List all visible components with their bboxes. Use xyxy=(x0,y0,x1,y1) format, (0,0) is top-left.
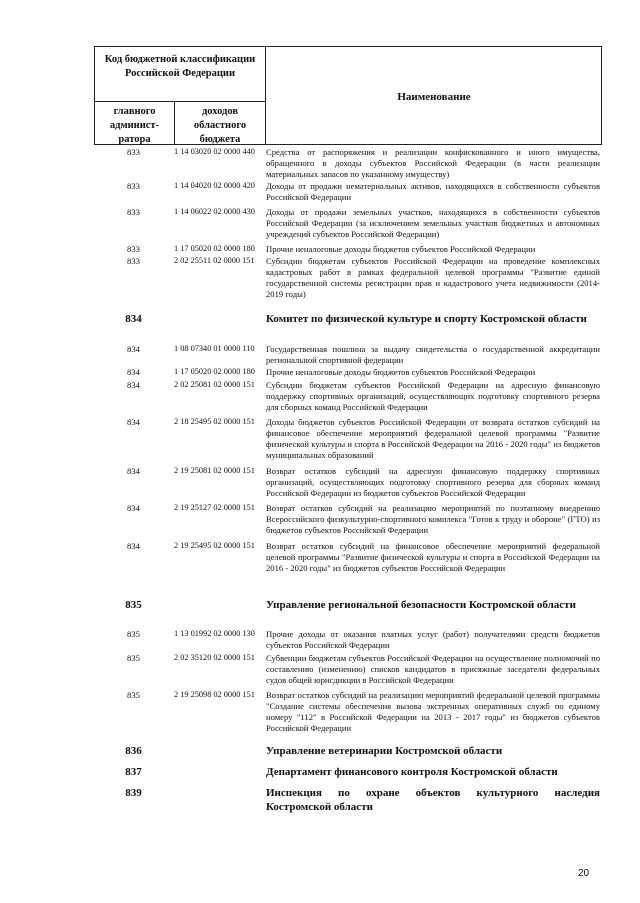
section-heading: Департамент финансового контроля Костромской области xyxy=(266,766,558,778)
section-heading: Инспекция по охране объектов культурного наследия Костромской области xyxy=(266,787,600,813)
row-admin-code: 839 xyxy=(125,787,142,799)
row-admin-code: 837 xyxy=(125,766,142,778)
row-admin-code: 835 xyxy=(125,599,142,611)
row-name: Доходы от продажи нематериальных активов, находящихся в собственности субъектов Российской Федерации xyxy=(266,181,600,202)
header-col-name: Наименование xyxy=(397,91,471,103)
row-admin-code: 834 xyxy=(127,503,140,513)
row-admin-code: 833 xyxy=(127,207,140,217)
header-code-title: Код бюджетной классификации Российской Федерации xyxy=(104,54,256,79)
row-name: Доходы от продажи земельных участков, находящихся в собственности субъектов Российской Федерации (за исключением земельных участков бюджетных и автономных учреждений субъектов Российской Федерации) xyxy=(266,207,600,239)
row-budget-code: 1 08 07340 01 0000 110 xyxy=(174,344,255,353)
row-admin-code: 834 xyxy=(127,367,140,377)
row-name: Прочие неналоговые доходы бюджетов субъектов Российской Федерации xyxy=(266,367,536,377)
row-budget-code: 2 19 25127 02 0000 151 xyxy=(174,503,255,512)
row-admin-code: 834 xyxy=(127,466,140,476)
row-admin-code: 834 xyxy=(127,541,140,551)
row-name: Прочие доходы от оказания платных услуг (работ) получателями средств бюджетов субъектов Российской Федерации xyxy=(266,629,600,650)
row-budget-code: 2 19 25081 02 0000 151 xyxy=(174,466,255,475)
row-admin-code: 834 xyxy=(127,417,140,427)
header-divider xyxy=(95,101,265,102)
row-budget-code: 1 14 04020 02 0000 420 xyxy=(174,181,255,190)
page-number: 20 xyxy=(578,868,590,879)
row-budget-code: 2 19 25495 02 0000 151 xyxy=(174,541,255,550)
row-name: Возврат остатков субсидий на финансовое обеспечение мероприятий федеральной целевой программы "Развитие физической культуры и спорта в Российской Федерации на 2016 - 2020 годы" из бюджетов субъектов Российской Федерации xyxy=(266,541,600,573)
row-name: Субвенции бюджетам субъектов Российской Федерации на осуществление полномочий по составлению (изменению) списков кандидатов в присяжные заседатели федеральных судов общей юрисдикции в Российской Федерации xyxy=(266,653,600,685)
row-name: Доходы бюджетов субъектов Российской Федерации от возврата остатков субсидий на финансовое обеспечение мероприятий федеральной целевой программы "Развитие физической культуры и спорта в Российской Федерации на 2016 - 2020 годы" из бюджетов муниципальных образований xyxy=(266,417,600,460)
row-admin-code: 834 xyxy=(125,313,142,325)
row-admin-code: 833 xyxy=(127,244,140,254)
row-admin-code: 835 xyxy=(127,629,140,639)
table-header xyxy=(94,46,602,145)
row-budget-code: 2 02 25511 02 0000 151 xyxy=(174,256,255,265)
row-name: Субсидии бюджетам субъектов Российской Федерации на адресную финансовую поддержку спортивных организаций, осуществляющих подготовку спортивного резерва для сборных команд Российской Федерации xyxy=(266,380,600,412)
header-col-income: доходов областного бюджета xyxy=(193,106,247,145)
section-heading: Комитет по физической культуре и спорту Костромской области xyxy=(266,313,587,325)
row-name: Субсидии бюджетам субъектов Российской Федерации на проведение комплексных кадастровых работ в рамках федеральной целевой программы "Развитие единой государственной системы регистрации прав и кадастрового учета недвижимости (2014-2019 годы) xyxy=(266,256,600,299)
row-budget-code: 2 19 25098 02 0000 151 xyxy=(174,690,255,699)
row-name: Возврат остатков субсидий на реализацию мероприятий по поэтапному внедрению Всероссийского физкультурно-спортивного комплекса "Готов к труду и обороне" (ГТО) из бюджетов субъектов Российской Федерации xyxy=(266,503,600,535)
row-admin-code: 833 xyxy=(127,147,140,157)
row-budget-code: 2 02 35120 02 0000 151 xyxy=(174,653,255,662)
row-admin-code: 836 xyxy=(125,745,142,757)
header-col-main-admin: главного админист-ратора xyxy=(109,106,160,145)
row-name: Возврат остатков субсидий на реализацию мероприятий федеральной целевой программы "Создание системы обеспечения вызова экстренных оперативных служб по единому номеру "112" в Российской Федерации на 2013 - 2017 годы" из бюджетов субъектов Российской Федерации xyxy=(266,690,600,733)
section-heading: Управление региональной безопасности Костромской области xyxy=(266,599,576,611)
row-admin-code: 835 xyxy=(127,653,140,663)
row-admin-code: 834 xyxy=(127,344,140,354)
row-budget-code: 1 14 06022 02 0000 430 xyxy=(174,207,255,216)
row-name: Государственная пошлина за выдачу свидетельства о государственной аккредитации региональной спортивной федерации xyxy=(266,344,600,365)
row-admin-code: 833 xyxy=(127,181,140,191)
row-budget-code: 1 17 05020 02 0000 180 xyxy=(174,367,255,376)
row-name: Возврат остатков субсидий на адресную финансовую поддержку спортивных организаций, осуществляющих подготовку спортивного резерва для сборных команд Российской Федерации из бюджетов субъектов Российской Федерации xyxy=(266,466,600,498)
row-admin-code: 834 xyxy=(127,380,140,390)
row-budget-code: 2 02 25081 02 0000 151 xyxy=(174,380,255,389)
row-budget-code: 1 13 01992 02 0000 130 xyxy=(174,629,255,638)
row-admin-code: 833 xyxy=(127,256,140,266)
row-budget-code: 2 18 25495 02 0000 151 xyxy=(174,417,255,426)
row-admin-code: 835 xyxy=(127,690,140,700)
row-budget-code: 1 17 05020 02 0000 180 xyxy=(174,244,255,253)
section-heading: Управление ветеринарии Костромской области xyxy=(266,745,503,757)
row-budget-code: 1 14 03020 02 0000 440 xyxy=(174,147,255,156)
row-name: Прочие неналоговые доходы бюджетов субъектов Российской Федерации xyxy=(266,244,536,254)
row-name: Средства от распоряжения и реализации конфискованного и иного имущества, обращенного в доходы субъектов Российской Федерации (в части реализации материальных запасов по указанному имуществу) xyxy=(266,147,600,179)
